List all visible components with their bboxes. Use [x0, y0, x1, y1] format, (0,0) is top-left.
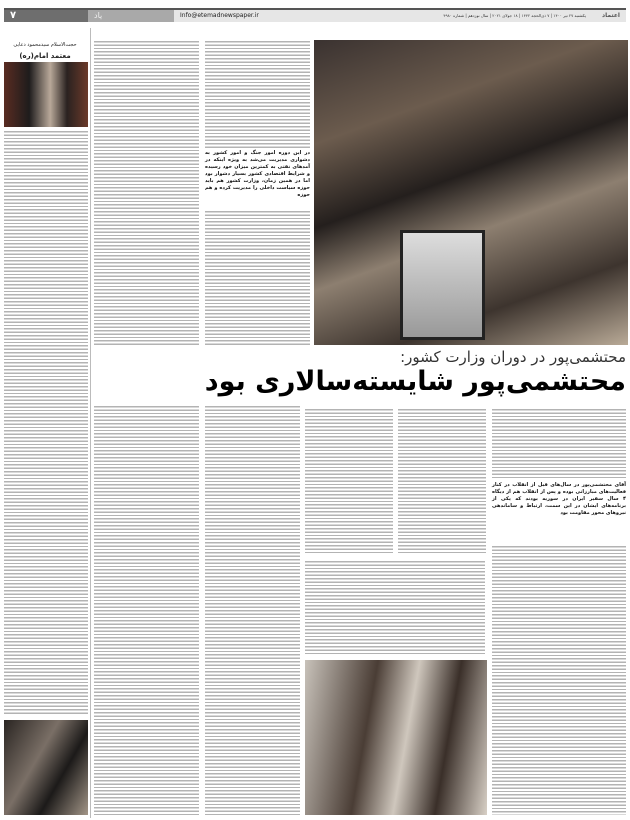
text-column: [305, 560, 485, 655]
portrait-frame: [400, 230, 485, 340]
text-column: [94, 40, 199, 345]
text-column: [205, 405, 300, 815]
text-column: [492, 408, 626, 478]
text-column: [205, 40, 310, 148]
text-column: [205, 210, 310, 345]
sidebar-photo-bottom: [4, 720, 88, 815]
text-column: [305, 408, 393, 553]
sidebar-text: [4, 130, 88, 715]
newspaper-logo: اعتماد: [602, 12, 620, 19]
text-column: [492, 545, 626, 815]
page-header: [4, 8, 626, 22]
sidebar-title: معتمد امام(ره): [19, 52, 71, 60]
text-column: [94, 405, 199, 815]
section-label: یاد: [88, 10, 174, 22]
article-kicker: محتشمی‌پور در دوران وزارت کشور:: [400, 348, 626, 366]
text-column: [398, 408, 486, 553]
article-headline: محتشمی‌پور شایسته‌سالاری بود: [204, 366, 626, 397]
sidebar-byline: حجت‌الاسلام سیدمحمود دعایی: [13, 42, 77, 48]
page-number: ۷: [4, 10, 88, 22]
question-highlight: در این دوره امور جنگ و امور کشور به دشواری مدیریت می‌شد به ویژه اینکه در آمدهای نفتی به کمترین میزان خود رسیده و شرایط اقتصادی کشور بسیار دشوار بود اما در همین زمان، وزارت کشور هم باید حوزه سیاست داخلی را مدیریت کرده و هم حوزه: [205, 150, 310, 198]
column-divider: [90, 28, 91, 818]
date-line: یکشنبه ۲۷ تیر ۱۴۰۰ | ۷ ذی‌الحجه ۱۴۴۲ | ۱۸ جولای ۲۰۲۱ | سال نوزدهم | شماره ۴۹۸۰: [443, 13, 586, 18]
question-highlight: آقای محتشمی‌پور در سال‌های قبل از انقلاب در کنار فعالیت‌های مبارزاتی بوده و پس از انقلاب هم از دیگاه ۴ سال سفیر ایران در سوریه بودند که یکی از برنامه‌های ایشان در این سمت، ارتباط و ساماندهی نیروهای محور مقاومت بود: [492, 482, 626, 516]
sidebar-photo: [4, 62, 88, 127]
lower-photo: [305, 660, 487, 815]
email-link[interactable]: Info@etemadnewspaper.ir: [180, 12, 259, 19]
